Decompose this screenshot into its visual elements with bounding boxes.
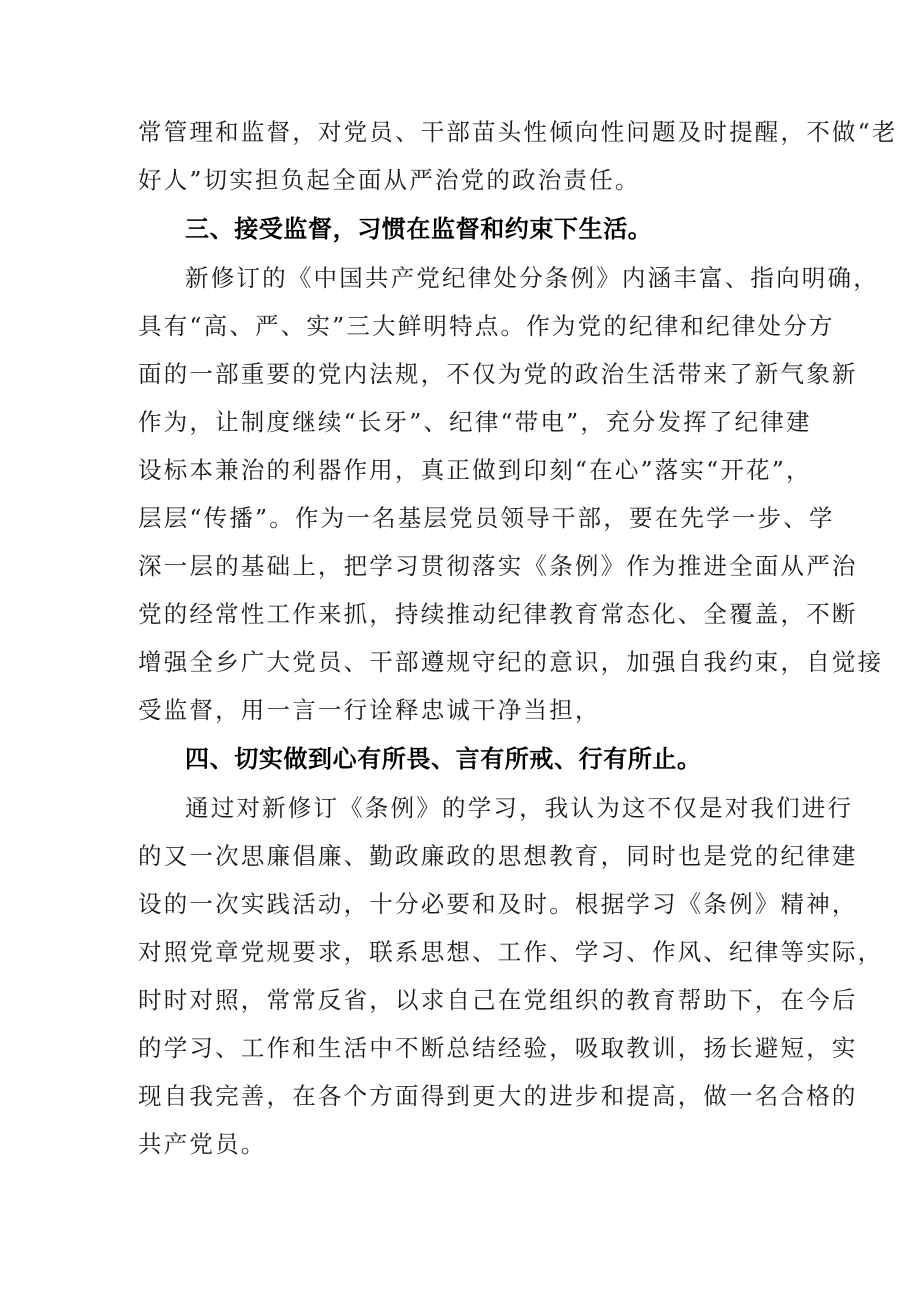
body-line: 深一层的基础上，把学习贯彻落实《条例》作为推进全面从严治: [138, 552, 858, 580]
section-heading-3: 三、接受监督，习惯在监督和约束下生活。: [185, 215, 653, 243]
body-line: 时时对照，常常反省，以求自己在党组织的教育帮助下，在今后: [138, 986, 858, 1014]
body-line: 好人”切实担负起全面从严治党的政治责任。: [138, 166, 641, 194]
body-line: 的又一次思廉倡廉、勤政廉政的思想教育，同时也是党的纪律建: [138, 842, 858, 870]
body-line: 共产党员。: [138, 1130, 267, 1158]
body-line: 现自我完善，在各个方面得到更大的进步和提高，做一名合格的: [138, 1082, 858, 1110]
body-line: 对照党章党规要求，联系思想、工作、学习、作风、纪律等实际，: [138, 938, 884, 966]
body-line: 设的一次实践活动，十分必要和及时。根据学习《条例》精神，: [138, 890, 858, 918]
section-heading-4: 四、切实做到心有所畏、言有所戒、行有所止。: [185, 745, 702, 773]
body-line: 党的经常性工作来抓，持续推动纪律教育常态化、全覆盖，不断: [138, 600, 858, 628]
body-line: 设标本兼治的利器作用，真正做到印刻“在心”落实“开花”，: [138, 456, 812, 484]
body-line: 新修订的《中国共产党纪律处分条例》内涵丰富、指向明确，: [185, 264, 879, 292]
body-line: 常管理和监督，对党员、干部苗头性倾向性问题及时提醒，不做“老: [138, 118, 898, 146]
body-line: 具有“高、严、实”三大鲜明特点。作为党的纪律和纪律处分方: [138, 312, 835, 340]
body-line: 面的一部重要的党内法规，不仅为党的政治生活带来了新气象新: [138, 360, 858, 388]
body-line: 通过对新修订《条例》的学习，我认为这不仅是对我们进行: [185, 794, 854, 822]
body-line: 增强全乡广大党员、干部遵规守纪的意识，加强自我约束，自觉接: [138, 648, 884, 676]
body-line: 作为，让制度继续“长牙”、纪律“带电”，充分发挥了纪律建: [138, 408, 812, 436]
body-line: 的学习、工作和生活中不断总结经验，吸取教训，扬长避短，实: [138, 1034, 858, 1062]
body-line: 受监督，用一言一行诠释忠诚干净当担，: [138, 696, 601, 724]
body-line: 层层“传播”。作为一名基层党员领导干部，要在先学一步、学: [138, 504, 835, 532]
